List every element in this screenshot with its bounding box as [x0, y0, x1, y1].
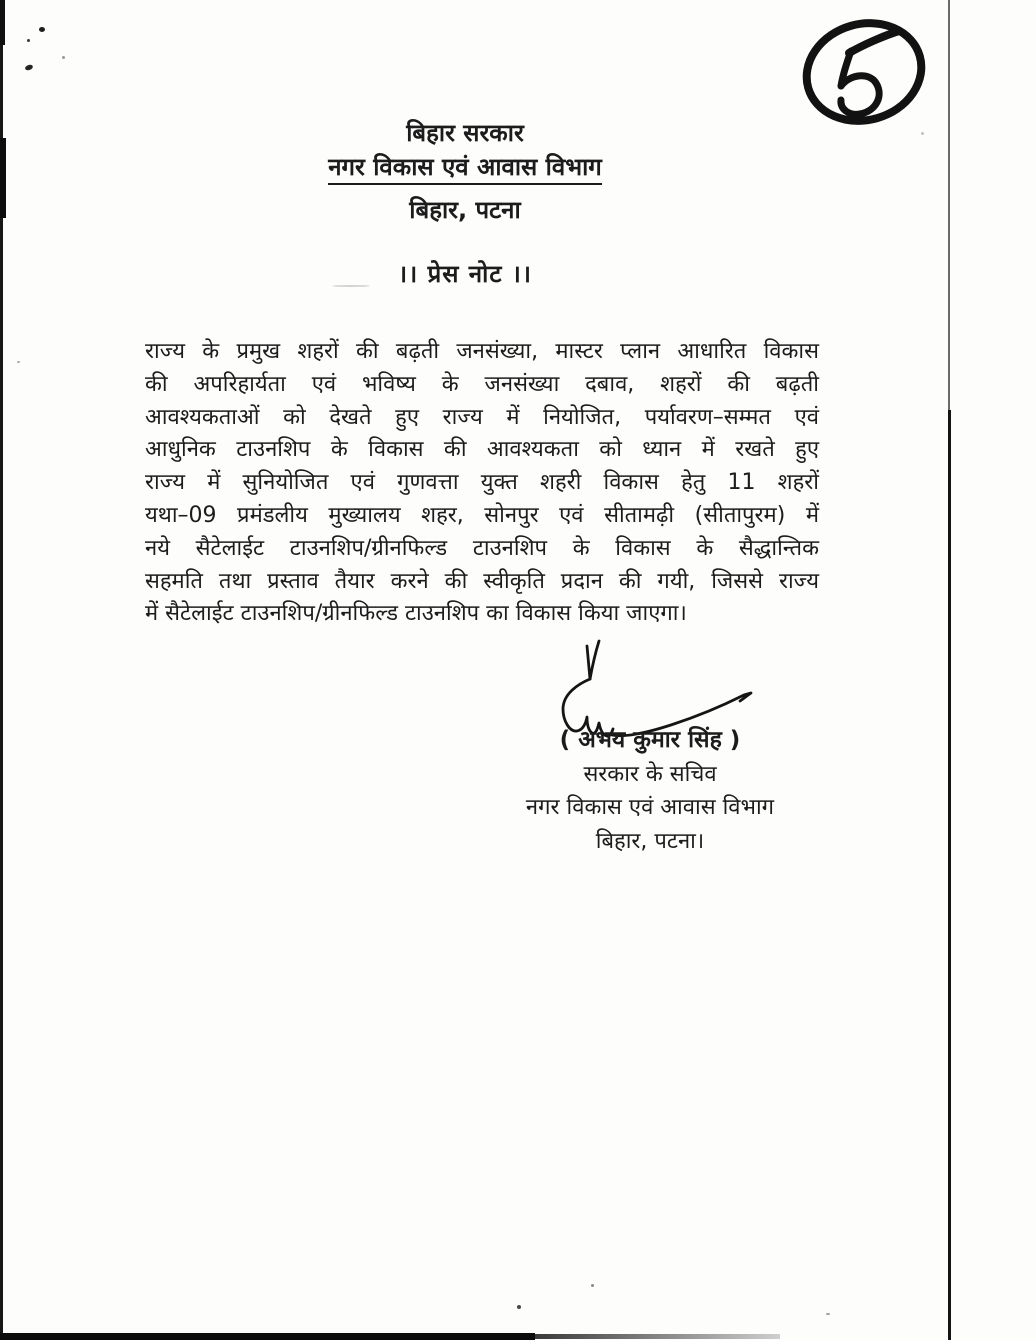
body-line: सहमति तथा प्रस्ताव तैयार करने की स्वीकृति प्रदान की गयी, जिससे राज्य	[145, 568, 819, 594]
signatory-department: नगर विकास एवं आवास विभाग	[525, 795, 775, 820]
body-line: यथा–09 प्रमंडलीय मुख्यालय शहर, सोनपुर एवं सीतामढ़ी (सीतापुरम) में	[145, 502, 819, 528]
body-line: राज्य के प्रमुख शहरों की बढ़ती जनसंख्या, मास्टर प्लान आधारित विकास	[145, 339, 819, 364]
scan-edge-right-bottom	[948, 410, 951, 1340]
scan-edge-right-top	[948, 0, 950, 410]
scan-speck	[27, 39, 30, 42]
scan-speck	[517, 1305, 521, 1309]
header-government: बिहार सरकार	[406, 119, 524, 147]
press-note-title: ।। प्रेस नोट ।।	[398, 260, 532, 288]
scan-speck	[62, 56, 65, 59]
scan-edge-left-top	[0, 0, 5, 45]
press-note-body	[145, 336, 819, 631]
body-line: आवश्यकताओं को देखते हुए राज्य में नियोजित, पर्यावरण–सम्मत एवं	[145, 404, 819, 430]
scan-speck	[39, 27, 45, 32]
body-line: आधुनिक टाउनशिप के विकास की आवश्यकता को ध्यान में रखते हुए	[145, 437, 819, 463]
header-department-text: नगर विकास एवं आवास विभाग	[328, 153, 602, 185]
scan-speck	[826, 1313, 830, 1315]
scan-speck	[24, 64, 33, 71]
scan-edge-bottom	[0, 1333, 535, 1340]
body-line: राज्य में सुनियोजित एवं गुणवत्ता युक्त शहरी विकास हेतु 11 शहरों	[145, 470, 819, 496]
body-line: की अपरिहार्यता एवं भविष्य के जनसंख्या दबाव, शहरों की बढ़ती	[145, 371, 819, 397]
header-department	[0, 150, 930, 183]
signatory-location: बिहार, पटना।	[595, 828, 705, 854]
scan-speck	[591, 1284, 594, 1287]
scan-edge-bottom-fade	[535, 1334, 780, 1339]
body-line: नये सैटेलाईट टाउनशिप/ग्रीनफिल्ड टाउनशिप के विकास के सैद्धान्तिक	[145, 535, 819, 561]
scan-speck	[17, 361, 20, 363]
signatory-title: सरकार के सचिव	[583, 761, 717, 787]
body-line: में सैटेलाईट टाउनशिप/ग्रीनफिल्ड टाउनशिप का विकास किया जाएगा।	[145, 601, 687, 627]
header-location: बिहार, पटना	[409, 196, 521, 224]
signatory-name: ( अभय कुमार सिंह )	[559, 727, 741, 753]
signature-block	[480, 724, 820, 858]
